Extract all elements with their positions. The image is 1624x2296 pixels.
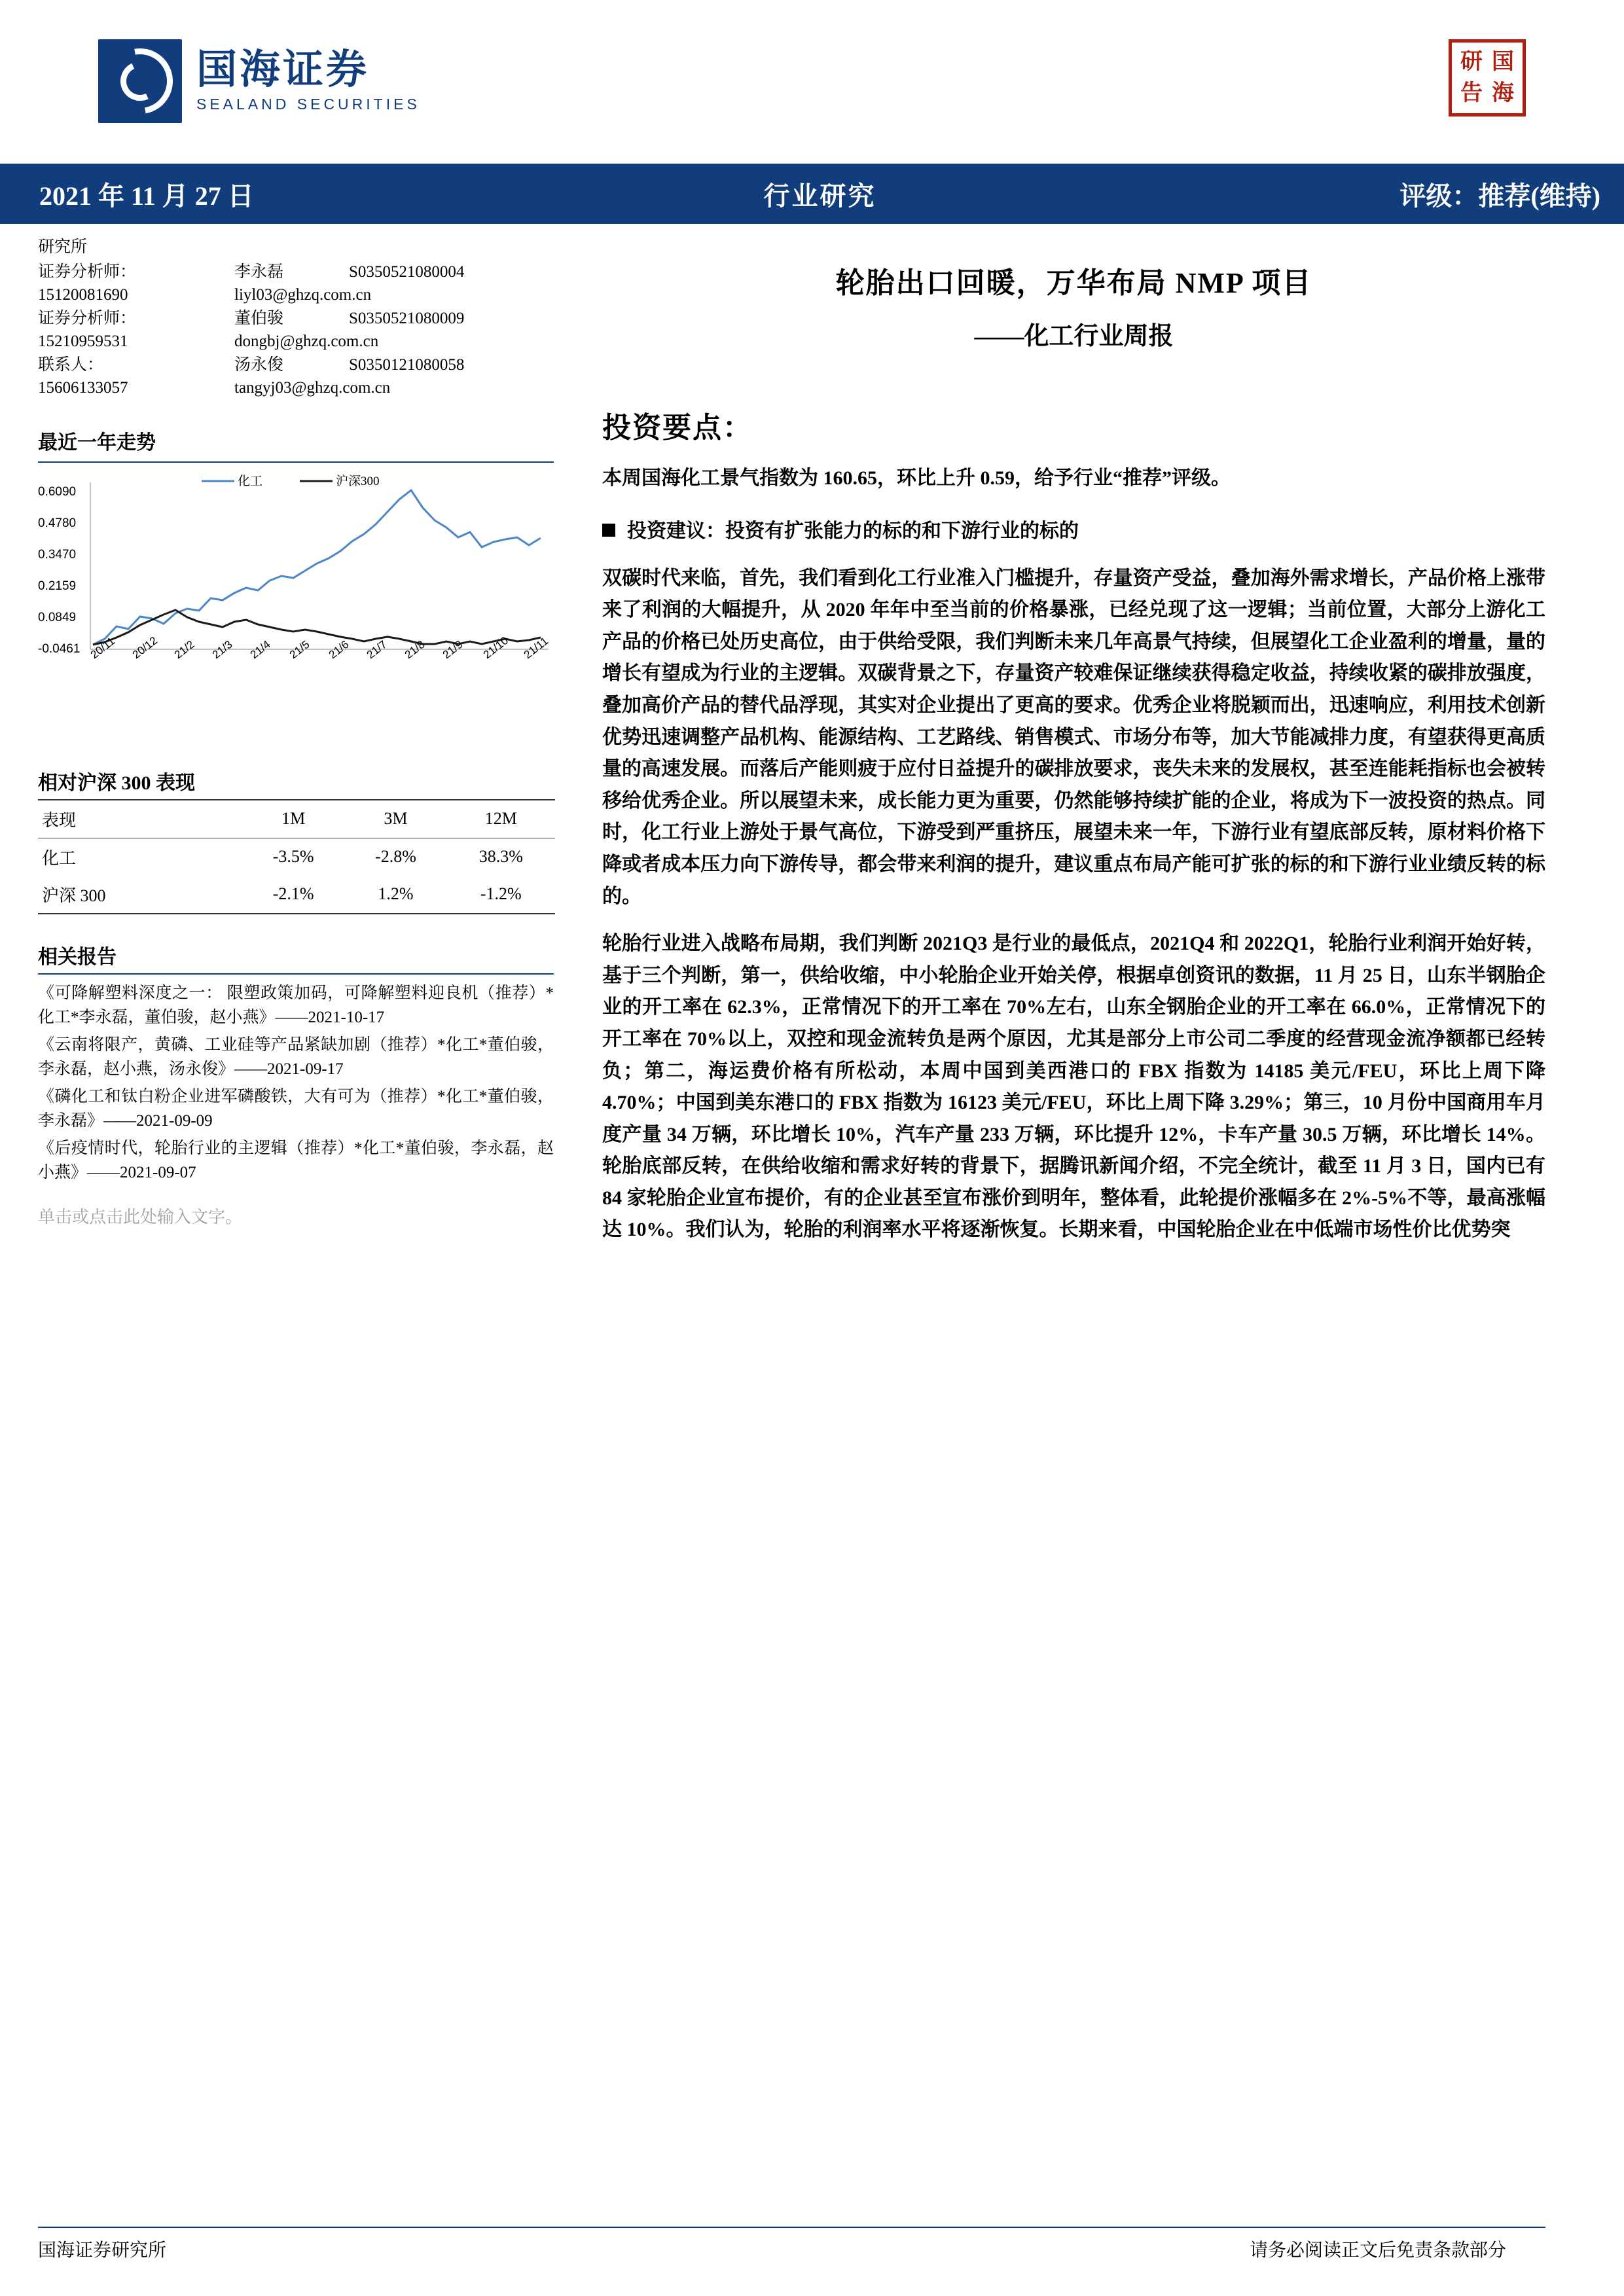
- analyst-row: [38, 353, 554, 377]
- y-tick-label: 0.2159: [38, 579, 77, 593]
- brand-name-cn: 国海证券: [196, 47, 370, 92]
- analyst-name: 李永磊: [234, 262, 284, 281]
- sealand-logo-icon: [98, 39, 182, 123]
- performance-title: 相对沪深 300 表现: [38, 772, 195, 794]
- trend-chart: [38, 469, 562, 744]
- x-tick-label: 21/9: [440, 637, 465, 661]
- contact-name: 汤永俊: [234, 355, 284, 374]
- bullet-square-icon: [602, 524, 615, 537]
- report-category: 行业研究: [763, 181, 876, 211]
- col-header-12m: 12M: [447, 800, 555, 838]
- x-tick-label: 20/12: [130, 634, 160, 661]
- page-header: [0, 0, 1624, 164]
- investment-advice-text: 投资建议：投资有扩张能力的标的和下游行业的标的: [627, 520, 1079, 542]
- col-header-3m: 3M: [344, 800, 446, 838]
- analyst-info: [38, 236, 554, 400]
- divider: [38, 973, 554, 975]
- list-item[interactable]: 《可降解塑料深度之一： 限塑政策加码，可降解塑料迎良机（推荐）*化工*李永磊，董伯骏，赵小燕》——2021-10-17: [38, 984, 554, 1026]
- list-item[interactable]: 《云南将限产，黄磷、工业硅等产品紧缺加剧（推荐）*化工*董伯骏，李永磊，赵小燕，汤永俊》——2021-09-17: [38, 1035, 554, 1078]
- analyst-email[interactable]: liyl03@ghzq.com.cn: [234, 286, 372, 304]
- investment-points-heading: 投资要点：: [602, 412, 753, 444]
- footer-left-text: 国海证券研究所: [38, 2240, 167, 2261]
- page-title: 轮胎出口回暖，万华布局 NMP 项目: [835, 267, 1312, 299]
- footer-right-text: 请务必阅读正文后免责条款部分: [1249, 2240, 1506, 2261]
- analyst-code: S0350521080009: [349, 309, 465, 327]
- analyst-row: [38, 330, 554, 353]
- analyst-email[interactable]: dongbj@ghzq.com.cn: [234, 332, 379, 350]
- cell-1m: -2.1%: [242, 876, 344, 914]
- analyst-role: 证券分析师：: [38, 262, 137, 281]
- trend-section-title: 最近一年走势: [38, 431, 156, 454]
- analyst-phone: 15120081690: [38, 286, 128, 304]
- list-item[interactable]: 《后疫情时代，轮胎行业的主逻辑（推荐）*化工*董伯骏，李永磊，赵小燕》——2021-09-07: [38, 1139, 554, 1181]
- seal-char-4: 海: [1492, 81, 1514, 106]
- body-paragraph-1: 双碳时代来临，首先，我们看到化工行业准入门槛提升，存量资产受益，叠加海外需求增长，产品价格上涨带来了利润的大幅提升，从 2020 年年中至当前的价格暴涨，已经兑现了这一逻辑；当前位置，大部分上游化工产品的价格已处历史高位，由于供给受限，我们判断未来几年高景气持续，但展望化工企业盈利的增量，量的增长有望成为行业的主逻辑。双碳背景之下，存量资产较难保证继续获得稳定收益，持续收紧的碳排放强度，叠加高价产品的替代品浮现，其实对企业提出了更高的要求。优秀企业将脱颖而出，迅速响应，利用技术创新优势迅速调整产品机构、能源结构、工艺路线、销售模式、市场分布等，加大节能减排力度，有望获得更高质量的高速发展。而落后产能则疲于应付日益提升的碳排放要求，丧失未来的发展权，甚至连能耗指标也会被转移给优秀企业。所以展望未来，成长能力更为重要，仍然能够持续扩能的企业，将成为下一波投资的热点。同时，化工行业上游处于景气高位，下游受到严重挤压，展望未来一年，下游行业有望底部反转，原材料价格下降或者成本压力向下游传导，都会带来利润的提升，建议重点布局产能可扩张的标的和下游行业业绩反转的标的。: [602, 567, 1545, 907]
- analyst-name: 董伯骏: [234, 309, 284, 327]
- table-row: [38, 876, 555, 914]
- page-subtitle: ——化工行业周报: [974, 323, 1174, 350]
- main-column: [576, 224, 1624, 1262]
- analyst-code: S0350521080004: [349, 262, 465, 281]
- cell-12m: 38.3%: [478, 847, 523, 866]
- brand-name-en: SEALAND SECURITIES: [196, 96, 420, 113]
- investment-advice-bullet: [602, 514, 1545, 543]
- footer-divider: [38, 2227, 1545, 2228]
- y-tick-label: 0.6090: [38, 484, 77, 499]
- divider: [38, 461, 554, 463]
- table-header-row: [38, 800, 555, 838]
- contact-code: S0350121080058: [349, 355, 465, 374]
- cell-3m: -2.8%: [375, 847, 416, 866]
- document-title-bar: [0, 164, 1624, 224]
- col-header-1m: 1M: [242, 800, 344, 838]
- trend-chart-svg: [38, 469, 562, 731]
- x-tick-label: 20/11: [88, 634, 117, 661]
- brand-logo: [98, 39, 1545, 123]
- cell-1m: -3.5%: [272, 847, 314, 866]
- text-placeholder[interactable]: 单击或点击此处输入文字。: [38, 1207, 243, 1227]
- sidebar-column: [0, 224, 576, 1262]
- seal-char-3: 告: [1460, 81, 1483, 106]
- contact-email[interactable]: tangyj03@ghzq.com.cn: [234, 379, 391, 397]
- related-reports-list: [38, 981, 554, 1185]
- x-tick-label: 21/3: [209, 637, 235, 661]
- y-tick-label: 0.4780: [38, 516, 77, 530]
- analyst-row: [38, 307, 554, 331]
- x-tick-label: 21/5: [287, 637, 312, 661]
- analyst-row: [38, 260, 554, 284]
- x-tick-label: 21/10: [480, 634, 511, 661]
- lead-paragraph: 本周国海化工景气指数为 160.65，环比上升 0.59，给予行业“推荐”评级。: [602, 467, 1231, 489]
- contact-phone: 15606133057: [38, 379, 128, 397]
- y-tick-label: 0.3470: [38, 547, 77, 562]
- table-row: [38, 838, 555, 876]
- x-tick-label: 21/4: [247, 637, 273, 661]
- analyst-phone: 15210959531: [38, 332, 128, 350]
- x-tick-label: 21/11: [521, 634, 550, 661]
- page-footer: [38, 2227, 1545, 2262]
- x-tick-label: 21/6: [326, 637, 352, 661]
- seal-char-2: 国: [1492, 50, 1514, 75]
- report-date: 2021 年 11 月 27 日: [39, 181, 254, 211]
- related-reports-title: 相关报告: [38, 946, 117, 968]
- analyst-row: [38, 376, 554, 400]
- contact-role: 联系人：: [38, 355, 104, 374]
- research-seal-icon: [1449, 39, 1526, 117]
- y-tick-label: -0.0461: [38, 641, 81, 656]
- report-rating: 评级：推荐(维持): [1399, 181, 1600, 211]
- cell-12m: -1.2%: [447, 876, 555, 914]
- row-label: 化工: [42, 848, 77, 868]
- performance-table: [38, 799, 555, 914]
- institute-label: 研究所: [38, 238, 88, 256]
- body-paragraph-2: 轮胎行业进入战略布局期，我们判断 2021Q3 是行业的最低点，2021Q4 和 2022Q1，轮胎行业利润开始好转，基于三个判断，第一，供给收缩，中小轮胎企业开始关停，根据卓创资讯的数据，11 月 25 日，山东半钢胎企业的开工率在 62.3%，正常情况下的开工率在 70%左右，山东全钢胎企业的开工率在 66.0%，正常情况下的开工率在 70%以上，双控和现金流转负是两个原因，尤其是部分上市公司二季度的经营现金流净额都已经转负；第二，海运费价格有所松动，本周中国到美西港口的 FBX 指数为 14185 美元/FEU，环比上周下降 4.70%；中国到美东港口的 FBX 指数为 16123 美元/FEU，环比上周下降 3.29%；第三，10 月份中国商用车月度产量 34 万辆，环比增长 10%，汽车产量 233 万辆，环比提升 12%，卡车产量 30.5 万辆，环比增长 14%。轮胎底部反转，在供给收缩和需求好转的背景下，据腾讯新闻介绍，不完全统计，截至 11 月 3 日，国内已有 84 家轮胎企业宣布提价，有的企业甚至宣布涨价到明年，整体看，此轮提价涨幅多在 2%-5%不等，最高涨幅达 10%。我们认为，轮胎的利润率水平将逐渐恢复。长期来看，中国轮胎企业在中低端市场性价比优势突: [602, 933, 1545, 1241]
- x-tick-label: 21/7: [364, 637, 389, 661]
- analyst-row: [38, 283, 554, 307]
- y-tick-label: 0.0849: [38, 610, 77, 624]
- col-header-metric: 表现: [38, 800, 242, 838]
- row-label: 沪深 300: [38, 876, 242, 914]
- svg-text:化工: 化工: [238, 474, 263, 488]
- seal-char-1: 研: [1460, 50, 1483, 75]
- svg-text:沪深300: 沪深300: [336, 474, 380, 488]
- analyst-role: 证券分析师：: [38, 309, 137, 327]
- cell-3m: 1.2%: [344, 876, 446, 914]
- x-tick-label: 21/8: [402, 637, 427, 661]
- x-tick-label: 21/2: [171, 637, 197, 661]
- list-item[interactable]: 《磷化工和钛白粉企业进军磷酸铁，大有可为（推荐）*化工*董伯骏，李永磊》——2021-09-09: [38, 1087, 554, 1130]
